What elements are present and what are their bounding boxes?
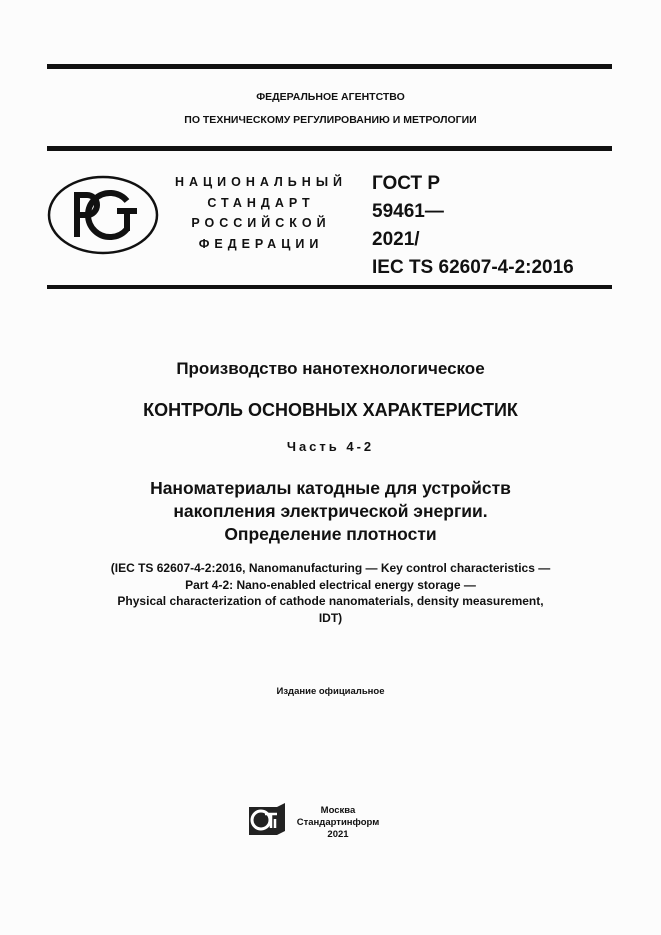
publisher-city: Москва	[320, 805, 356, 816]
standard-type-line: НАЦИОНАЛЬНЫЙ	[174, 175, 348, 189]
subtitle-line: Определение плотности	[224, 524, 437, 544]
agency-line2: ПО ТЕХНИЧЕСКОМУ РЕГУЛИРОВАНИЮ И МЕТРОЛОГИИ	[184, 114, 477, 126]
standard-designation	[372, 170, 574, 282]
subtitle-line: Наноматериалы катодные для устройств	[150, 478, 511, 498]
publisher-year: 2021	[327, 829, 349, 840]
divider	[47, 146, 612, 151]
standard-type-line: СТАНДАРТ	[207, 195, 315, 210]
designation-line: IEC TS 62607-4-2:2016	[372, 257, 574, 278]
designation-line: 2021/	[372, 229, 420, 250]
divider	[47, 64, 612, 69]
title-line1: Производство нанотехнологическое	[176, 359, 485, 378]
subtitle-line: накопления электрической энергии.	[173, 501, 488, 521]
publisher-name: Стандартинформ	[296, 817, 380, 828]
standard-type-line: РОССИЙСКОЙ	[191, 216, 331, 230]
title-subtitle	[0, 477, 661, 546]
agency-line1: ФЕДЕРАЛЬНОЕ АГЕНТСТВО	[256, 91, 405, 103]
publisher-logo-icon	[247, 801, 287, 837]
designation-line: ГОСТ Р	[372, 173, 441, 194]
divider	[47, 285, 612, 289]
standard-type-line: ФЕДЕРАЦИИ	[198, 236, 324, 251]
english-line: IDT)	[318, 610, 343, 625]
edition-label: Издание официальное	[276, 686, 385, 697]
standard-type	[166, 172, 356, 254]
title-line2: КОНТРОЛЬ ОСНОВНЫХ ХАРАКТЕРИСТИК	[143, 400, 518, 420]
english-line: Physical characterization of cathode nanomaterials, density measurement,	[117, 594, 544, 608]
english-title	[0, 560, 661, 626]
title-part: Часть 4-2	[286, 439, 375, 454]
designation-line: 59461—	[372, 201, 444, 222]
publisher-info	[288, 805, 388, 841]
gost-logo-icon	[47, 175, 159, 255]
english-line: Part 4-2: Nano-enabled electrical energy storage —	[185, 577, 476, 592]
english-line: (IEC TS 62607-4-2:2016, Nanomanufacturing — Key control characteristics —	[110, 561, 551, 575]
